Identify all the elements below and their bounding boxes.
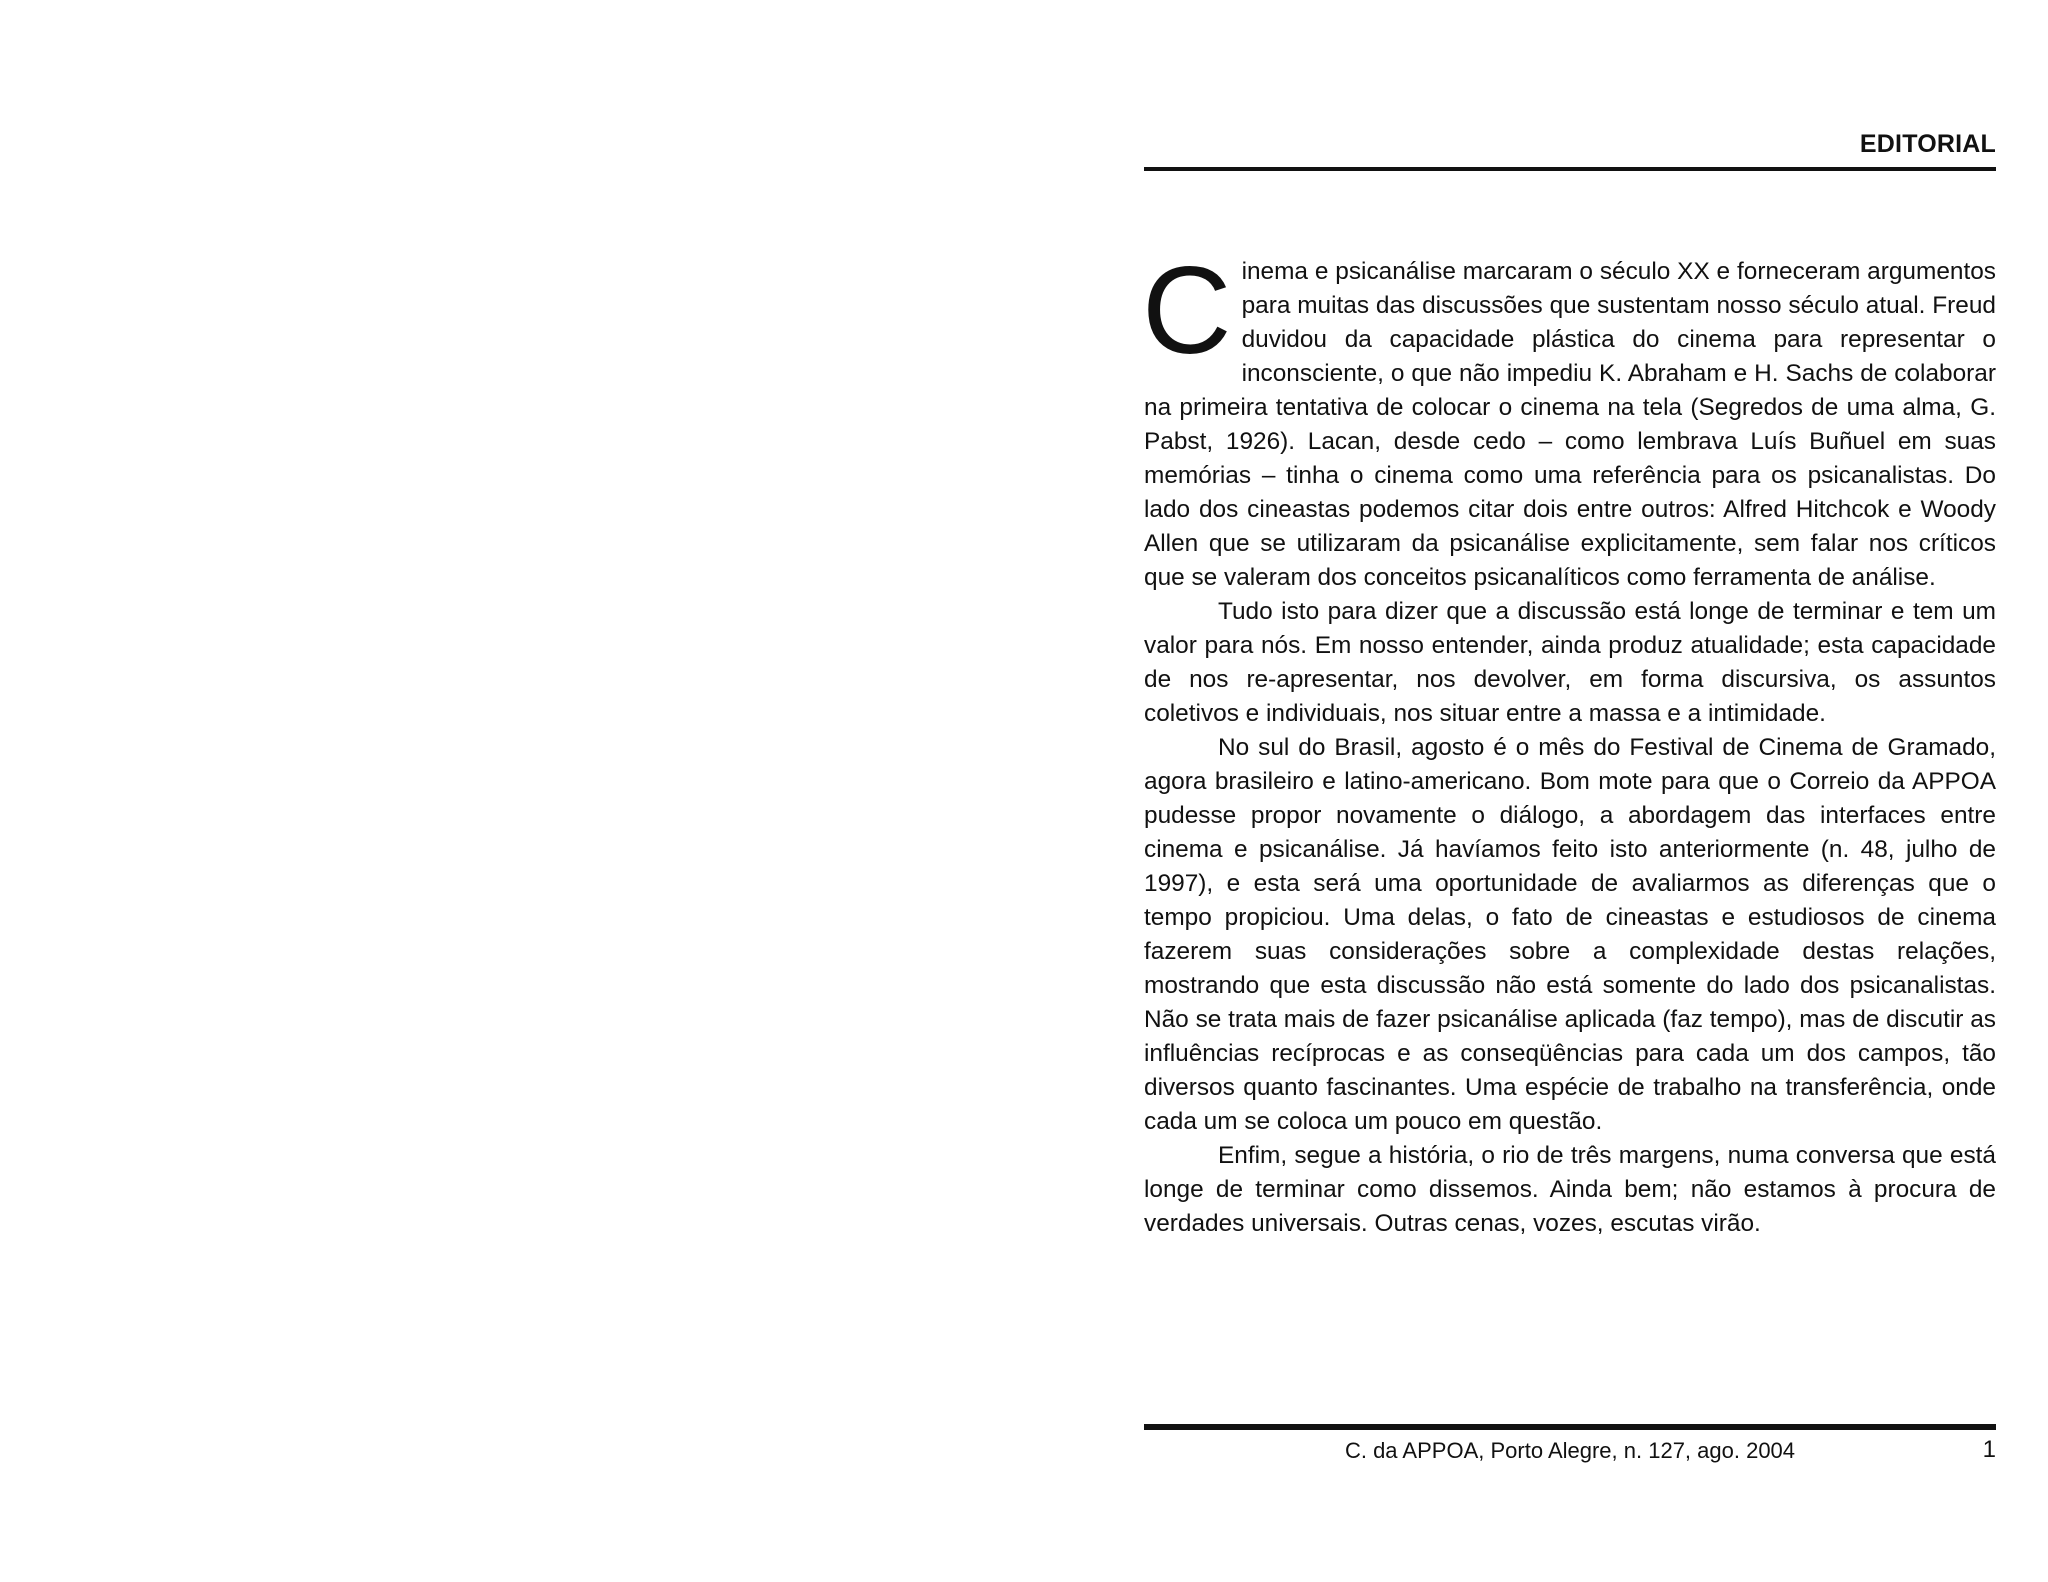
- footer-rule: [1144, 1424, 1996, 1430]
- paragraph-2: Tudo isto para dizer que a discussão está longe de terminar e tem um valor para nós. Em nosso entender, ainda produz atualidade; esta capacidade de nos re-apresentar, nos devolver, em forma discursiva, os assuntos coletivos e individuais, nos situar entre a massa e a intimidade.: [1144, 598, 1996, 727]
- editorial-page: [1024, 0, 2048, 1582]
- section-label: EDITORIAL: [1859, 130, 1996, 158]
- paragraph-1-text: inema e psicanálise marcaram o século XX e forneceram argumentos para muitas das discussões que sustentam nosso século atual. Freud duvidou da capacidade plástica do cinema para representar o inconsciente, o que não impediu K. Abraham e H. Sachs de colaborar na primeira tentativa de colocar o cinema na tela (Segredos de uma alma, G. Pabst, 1926). Lacan, desde cedo – como lembrava Luís Buñuel em suas memórias – tinha o cinema como uma referência para os psicanalistas. Do lado dos cineastas podemos citar dois entre outros: Alfred Hitchcok e Woody Allen que se utilizaram da psicanálise explicitamente, sem falar nos críticos que se valeram dos conceitos psicanalíticos como ferramenta de análise.: [1144, 258, 1996, 591]
- paragraph-4: Enfim, segue a história, o rio de três margens, numa conversa que está longe de terminar como dissemos. Ainda bem; não estamos à procura de verdades universais. Outras cenas, vozes, escutas virão.: [1144, 1142, 1996, 1237]
- paragraph-1: [1142, 242, 1996, 595]
- paragraph-3: No sul do Brasil, agosto é o mês do Festival de Cinema de Gramado, agora brasileiro e latino-americano. Bom mote para que o Correio da APPOA pudesse propor novamente o diálogo, a abordagem das interfaces entre cinema e psicanálise. Já havíamos feito isto anteriormente (n. 48, julho de 1997), e esta será uma oportunidade de avaliarmos as diferenças que o tempo propiciou. Uma delas, o fato de cineastas e estudiosos de cinema fazerem suas considerações sobre a complexidade destas relações, mostrando que esta discussão não está somente do lado dos psicanalistas. Não se trata mais de fazer psicanálise aplicada (faz tempo), mas de discutir as influências recíprocas e as conseqüências para cada um dos campos, tão diversos quanto fascinantes. Uma espécie de trabalho na transferência, onde cada um se coloca um pouco em questão.: [1144, 734, 1996, 1135]
- footer-citation: C. da APPOA, Porto Alegre, n. 127, ago. 2004: [1344, 1438, 1796, 1463]
- page-number: 1: [1982, 1436, 1996, 1463]
- header-rule: [1144, 167, 1996, 171]
- drop-cap: C: [1142, 242, 1232, 380]
- editorial-body: [1142, 242, 1996, 1241]
